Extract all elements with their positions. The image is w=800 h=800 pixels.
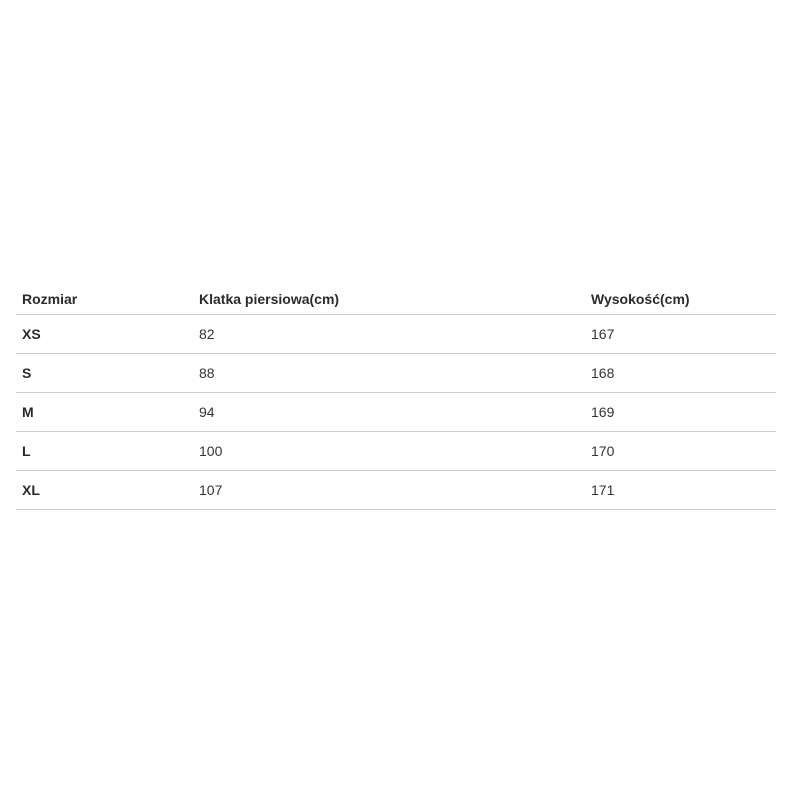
table-row bbox=[16, 432, 776, 471]
table-header bbox=[16, 284, 776, 315]
table-row bbox=[16, 354, 776, 393]
size-cell: M bbox=[16, 393, 193, 432]
height-cell: 171 bbox=[585, 471, 776, 510]
size-cell: XS bbox=[16, 315, 193, 354]
height-cell: 168 bbox=[585, 354, 776, 393]
table-row bbox=[16, 393, 776, 432]
header-size: Rozmiar bbox=[16, 284, 193, 315]
height-cell: 169 bbox=[585, 393, 776, 432]
chest-cell: 82 bbox=[193, 315, 585, 354]
header-row bbox=[16, 284, 776, 315]
table-row bbox=[16, 315, 776, 354]
header-chest: Klatka piersiowa(cm) bbox=[193, 284, 585, 315]
chest-cell: 94 bbox=[193, 393, 585, 432]
chest-cell: 88 bbox=[193, 354, 585, 393]
table-row bbox=[16, 471, 776, 510]
size-chart-table bbox=[16, 284, 776, 510]
size-cell: L bbox=[16, 432, 193, 471]
size-cell: XL bbox=[16, 471, 193, 510]
chest-cell: 100 bbox=[193, 432, 585, 471]
chest-cell: 107 bbox=[193, 471, 585, 510]
header-height: Wysokość(cm) bbox=[585, 284, 776, 315]
table-body bbox=[16, 315, 776, 510]
size-cell: S bbox=[16, 354, 193, 393]
height-cell: 167 bbox=[585, 315, 776, 354]
height-cell: 170 bbox=[585, 432, 776, 471]
